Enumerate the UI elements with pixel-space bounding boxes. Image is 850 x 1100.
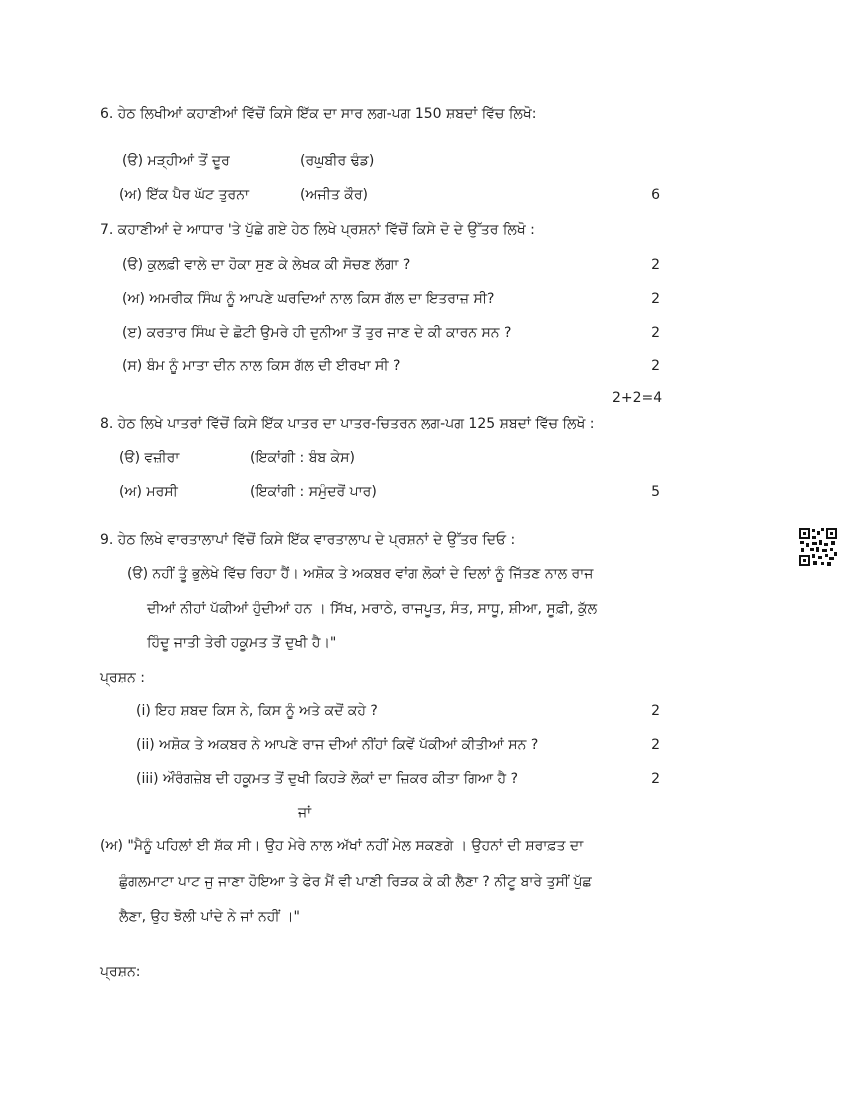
q7-item-b-marks: 2 <box>651 291 660 307</box>
q9-passage-a-line-2: ਦੀਆਂ ਨੀਹਾਂ ਪੱਕੀਆਂ ਹੁੰਦੀਆਂ ਹਨ । ਸਿੱਖ, ਮਰਾਠੇ, ਰਾਜਪੂਤ, ਸੰਤ, ਸਾਧੂ, ਸ਼ੀਆ, ਸੂਫ਼ੀ, ਕੁੱਲ <box>147 601 598 617</box>
q6-option-b-label: (ਅ) ਇੱਕ ਪੈਰ ਘੱਟ ਤੁਰਨਾ <box>119 187 249 203</box>
q7-item-d: (ਸ) ਬੰਮ ਨੂੰ ਮਾਤਾ ਦੀਨ ਨਾਲ ਕਿਸ ਗੱਲ ਦੀ ਈਰਖਾ ਸੀ ? <box>122 358 401 374</box>
q9-passage-b-line-3: ਲੈਣਾ, ਉਹ ਝੋਲੀ ਪਾਂਦੇ ਨੇ ਜਾਂ ਨਹੀਂ ।" <box>119 909 300 925</box>
q9-passage-a-line-1: (ੳ) ਨਹੀਂ ਤੂੰ ਭੁਲੇਖੇ ਵਿੱਚ ਰਿਹਾ ਹੈਂ। ਅਸ਼ੋਕ ਤੇ ਅਕਬਰ ਵਾਂਗ ਲੋਕਾਂ ਦੇ ਦਿਲਾਂ ਨੂੰ ਜਿੱਤਣ ਨਾਲ ਰਾਜ <box>127 566 594 582</box>
q7-question: 7. ਕਹਾਣੀਆਂ ਦੇ ਆਧਾਰ 'ਤੇ ਪੁੱਛੇ ਗਏ ਹੇਠ ਲਿਖੇ ਪ੍ਰਸ਼ਨਾਂ ਵਿੱਚੋਂ ਕਿਸੇ ਦੋ ਦੇ ਉੱਤਰ ਲਿਖੋ : <box>100 222 535 238</box>
q8-option-b-label: (ਅ) ਮਰਸੀ <box>119 484 178 500</box>
q9-prashan-label: ਪ੍ਰਸ਼ਨ : <box>100 670 145 686</box>
q6-question: 6. ਹੇਠ ਲਿਖੀਆਂ ਕਹਾਣੀਆਂ ਵਿੱਚੋਂ ਕਿਸੇ ਇੱਕ ਦਾ ਸਾਰ ਲਗ-ਪਗ 150 ਸ਼ਬਦਾਂ ਵਿੱਚ ਲਿਖੋ: <box>100 106 537 122</box>
q7-item-c: (ੲ) ਕਰਤਾਰ ਸਿੰਘ ਦੇ ਛੋਟੀ ਉਮਰੇ ਹੀ ਦੁਨੀਆ ਤੋਂ ਤੁਰ ਜਾਣ ਦੇ ਕੀ ਕਾਰਨ ਸਨ ? <box>122 325 512 341</box>
q6-option-b-author: (ਅਜੀਤ ਕੌਰ) <box>300 187 368 203</box>
q9-sub-question-2: (ii) ਅਸ਼ੋਕ ਤੇ ਅਕਬਰ ਨੇ ਆਪਣੇ ਰਾਜ ਦੀਆਂ ਨੀਂਹਾਂ ਕਿਵੇਂ ਪੱਕੀਆਂ ਕੀਤੀਆਂ ਸਨ ? <box>136 737 539 753</box>
q9-passage-b-line-1: (ਅ) "ਮੈਨੂੰ ਪਹਿਲਾਂ ਈ ਸ਼ੱਕ ਸੀ। ਉਹ ਮੇਰੇ ਨਾਲ ਅੱਖਾਂ ਨਹੀਂ ਮੇਲ ਸਕਣਗੇ । ਉਹਨਾਂ ਦੀ ਸ਼ਰਾਫ਼ਤ ਦਾ <box>100 838 584 854</box>
q7-item-b: (ਅ) ਅਮਰੀਕ ਸਿੰਘ ਨੂੰ ਆਪਣੇ ਘਰਦਿਆਂ ਨਾਲ ਕਿਸ ਗੱਲ ਦਾ ਇਤਰਾਜ਼ ਸੀ? <box>122 291 495 307</box>
q8-option-b-source: (ਇਕਾਂਗੀ : ਸਮੁੰਦਰੋਂ ਪਾਰ) <box>250 484 377 500</box>
q7-item-d-marks: 2 <box>651 358 660 374</box>
q7-item-a: (ੳ) ਕੁਲਫ਼ੀ ਵਾਲੇ ਦਾ ਹੋਕਾ ਸੁਣ ਕੇ ਲੇਖਕ ਕੀ ਸੋਚਣ ਲੱਗਾ ? <box>122 257 411 273</box>
q9-sub-question-3-marks: 2 <box>651 771 660 787</box>
q7-item-a-marks: 2 <box>651 257 660 273</box>
q6-option-a-label: (ੳ) ਮੜ੍ਹੀਆਂ ਤੋਂ ਦੂਰ <box>122 153 230 169</box>
q9-sub-question-1: (i) ਇਹ ਸ਼ਬਦ ਕਿਸ ਨੇ, ਕਿਸ ਨੂੰ ਅਤੇ ਕਦੋਂ ਕਹੇ ? <box>136 703 378 719</box>
q9-sub-question-2-marks: 2 <box>651 737 660 753</box>
q9-sub-question-1-marks: 2 <box>651 703 660 719</box>
q9-passage-b-line-2: ਛੁੰਗਲਮਾਟਾ ਪਾਟ ਜੁ ਜਾਣਾ ਹੋਇਆ ਤੇ ਫੇਰ ਮੈਂ ਵੀ ਪਾਣੀ ਰਿੜਕ ਕੇ ਕੀ ਲੈਣਾ ? ਨੀਟੂ ਬਾਰੇ ਤੁਸੀਂ ਪੁੱਛ <box>119 874 592 890</box>
q7-item-c-marks: 2 <box>651 325 660 341</box>
qr-code-icon <box>798 527 838 567</box>
q6-option-a-author: (ਰਘੁਬੀਰ ਢੰਡ) <box>300 153 375 169</box>
q8-option-a-source: (ਇਕਾਂਗੀ : ਬੰਬ ਕੇਸ) <box>250 450 355 466</box>
q7-total: 2+2=4 <box>612 390 663 406</box>
q9-or-label: ਜਾਂ <box>298 805 312 821</box>
q8-question: 8. ਹੇਠ ਲਿਖੇ ਪਾਤਰਾਂ ਵਿੱਚੋਂ ਕਿਸੇ ਇੱਕ ਪਾਤਰ ਦਾ ਪਾਤਰ-ਚਿਤਰਨ ਲਗ-ਪਗ 125 ਸ਼ਬਦਾਂ ਵਿੱਚ ਲਿਖੋ : <box>100 416 595 432</box>
q9-sub-question-3: (iii) ਔਰੰਗਜ਼ੇਬ ਦੀ ਹਕੂਮਤ ਤੋਂ ਦੁਖੀ ਕਿਹੜੇ ਲੋਕਾਂ ਦਾ ਜ਼ਿਕਰ ਕੀਤਾ ਗਿਆ ਹੈ ? <box>136 771 519 787</box>
q9-prashan-label-2: ਪ੍ਰਸ਼ਨ: <box>100 964 141 980</box>
q8-option-a-label: (ੳ) ਵਜ਼ੀਰਾ <box>119 450 180 466</box>
q9-question: 9. ਹੇਠ ਲਿਖੇ ਵਾਰਤਾਲਾਪਾਂ ਵਿੱਚੋਂ ਕਿਸੇ ਇੱਕ ਵਾਰਤਾਲਾਪ ਦੇ ਪ੍ਰਸ਼ਨਾਂ ਦੇ ਉੱਤਰ ਦਿਓ : <box>100 532 516 548</box>
q9-passage-a-line-3: ਹਿੰਦੂ ਜਾਤੀ ਤੇਰੀ ਹਕੂਮਤ ਤੋਂ ਦੁਖੀ ਹੈ।" <box>147 635 337 651</box>
q6-marks: 6 <box>651 187 660 203</box>
q8-marks: 5 <box>651 484 660 500</box>
